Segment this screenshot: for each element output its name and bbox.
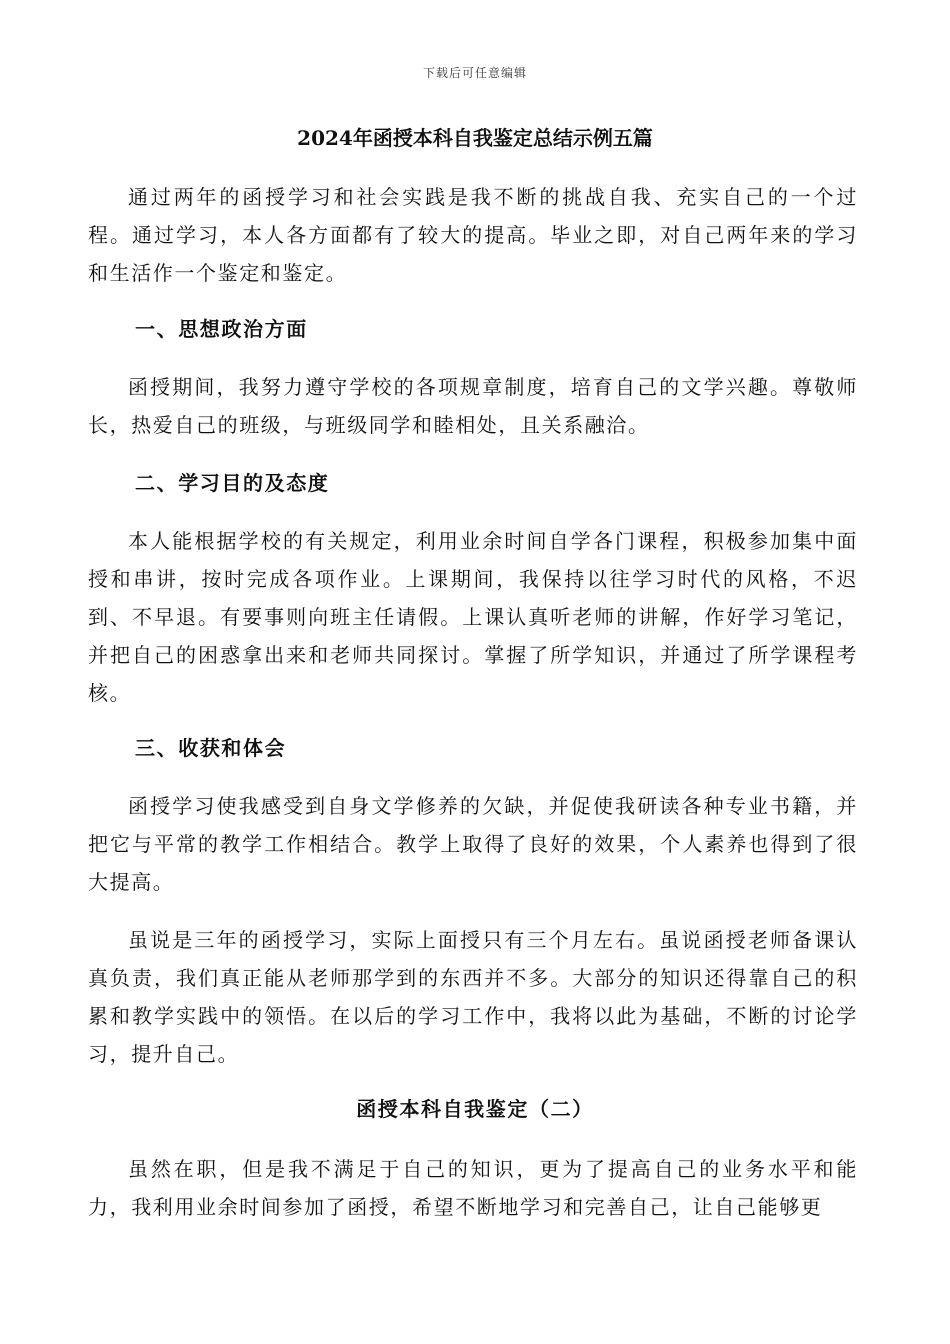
section-paragraph-study-attitude: 本人能根据学校的有关规定，利用业余时间自学各门课程，积极参加集中面授和串讲，按时完成各项作业。上课期间，我保持以往学习时代的风格，不迟到、不早退。有要事则向班主任请假。上课认真听老师的讲解，作好学习笔记，并把自己的困惑拿出来和老师共同探讨。掌握了所学知识，并通过了所学课程考核。 — [88, 529, 858, 705]
intro-paragraph: 通过两年的函授学习和社会实践是我不断的挑战自我、充实自己的一个过程。通过学习，本人各方面都有了较大的提高。毕业之即，对自己两年来的学习和生活作一个鉴定和鉴定。 — [88, 185, 858, 285]
section-heading-study-attitude: 二、学习目的及态度 — [135, 471, 330, 495]
section-paragraph-politics: 函授期间，我努力遵守学校的各项规章制度，培育自己的文学兴趣。尊敬师长，热爱自己的班级，与班级同学和睦相处，且关系融洽。 — [88, 375, 858, 437]
section-heading-gains: 三、收获和体会 — [135, 736, 287, 760]
section-paragraph-gains-1: 函授学习使我感受到自身文学修养的欠缺，并促使我研读各种专业书籍，并把它与平常的教学工作相结合。教学上取得了良好的效果，个人素养也得到了很大提高。 — [88, 794, 858, 894]
section-heading-politics: 一、思想政治方面 — [135, 317, 308, 341]
section-paragraph-gains-2: 虽说是三年的函授学习，实际上面授只有三个月左右。虽说函授老师备课认真负责，我们真正能从老师那学到的东西并不多。大部分的知识还得靠自己的积累和教学实践中的领悟。在以后的学习工作中，我将以此为基础，不断的讨论学习，提升自己。 — [88, 928, 858, 1066]
part-two-title: 函授本科自我鉴定（二） — [356, 1097, 594, 1121]
part-two-paragraph: 虽然在职，但是我不满足于自己的知识，更为了提高自己的业务水平和能力，我利用业余时间参加了函授，希望不断地学习和完善自己，让自己能够更 — [88, 1157, 858, 1219]
header-note: 下载后可任意编辑 — [422, 66, 527, 80]
document-title: 2024年函授本科自我鉴定总结示例五篇 — [297, 126, 653, 150]
